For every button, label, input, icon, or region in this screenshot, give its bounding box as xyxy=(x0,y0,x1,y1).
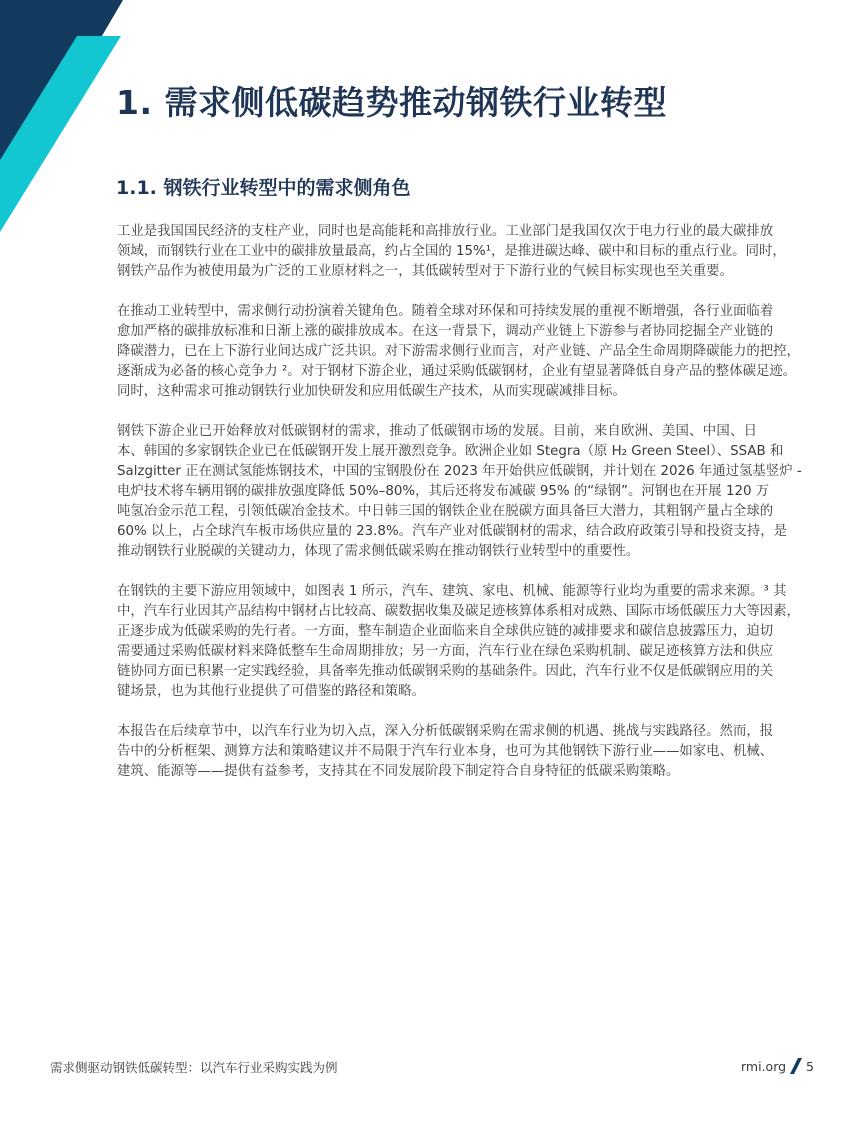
paragraph xyxy=(117,302,800,402)
slash-icon xyxy=(790,1058,802,1074)
footer-site-link[interactable]: rmi.org xyxy=(741,1058,787,1074)
text-line: 钢铁下游企业已开始释放对低碳钢材的需求，推动了低碳钢市场的发展。目前，来自欧洲、美国、中国、日 xyxy=(117,424,757,439)
section-heading: 1.1. 钢铁行业转型中的需求侧角色 xyxy=(116,177,411,199)
text-line: 本报告在后续章节中，以汽车行业为切入点，深入分析低碳钢采购在需求侧的机遇、挑战与实践路径。然而，报 xyxy=(117,724,774,739)
corner-decoration xyxy=(0,0,130,240)
text-line: 链协同方面已积累一定实践经验，具备率先推动低碳钢采购的基础条件。因此，汽车行业不仅是低碳钢应用的关 xyxy=(117,664,774,679)
text-line: 在推动工业转型中，需求侧行动扮演着关键角色。随着全球对环保和可持续发展的重视不断增强，各行业面临着 xyxy=(117,304,774,319)
text-line: 键场景，也为其他行业提供了可借鉴的路径和策略。 xyxy=(117,684,425,699)
text-line: 本、韩国的多家钢铁企业已在低碳钢开发上展开激烈竞争。欧洲企业如 Stegra（原 H₂ Green Steel）、SSAB 和 xyxy=(117,444,784,459)
text-line: 建筑、能源等——提供有益参考，支持其在不同发展阶段下制定符合自身特征的低碳采购策略。 xyxy=(117,764,680,779)
body-text xyxy=(117,222,802,802)
text-line: 正逐步成为低碳采购的先行者。一方面，整车制造企业面临来自全球供应链的减排要求和碳信息披露压力，迫切 xyxy=(117,624,774,639)
text-line: 降碳潜力，已在上下游行业间达成广泛共识。对下游需求侧行业而言，对产业链、产品全生命周期降碳能力的把控， xyxy=(117,344,800,359)
text-line: 钢铁产品作为被使用最为广泛的工业原材料之一，其低碳转型对于下游行业的气候目标实现也至关重要。 xyxy=(117,264,733,279)
text-line: 在钢铁的主要下游应用领域中，如图表 1 所示，汽车、建筑、家电、机械、能源等行业均为重要的需求来源。³ 其 xyxy=(117,584,787,599)
text-line: 60% 以上，占全球汽车板市场供应量的 23.8%。汽车产业对低碳钢材的需求，结合政府政策引导和投资支持，是 xyxy=(117,524,787,539)
text-line: 同时，这种需求可推动钢铁行业加快研发和应用低碳生产技术，从而实现碳减排目标。 xyxy=(117,384,626,399)
footer-title: 需求侧驱动钢铁低碳转型：以汽车行业采购实践为例 xyxy=(50,1060,338,1075)
text-line: Salzgitter 正在测试氢能炼钢技术，中国的宝钢股份在 2023 年开始供应低碳钢，并计划在 2026 年通过氢基竖炉 - xyxy=(117,464,802,479)
text-line: 领域，而钢铁行业在工业中的碳排放量最高，约占全国的 15%¹，是推进碳达峰、碳中和目标的重点行业。同时， xyxy=(117,244,786,259)
paragraph xyxy=(117,722,774,782)
text-line: 吨氢冶金示范工程，引领低碳冶金技术。中日韩三国的钢铁企业在脱碳方面具备巨大潜力，其粗钢产量占全球的 xyxy=(117,504,774,519)
text-line: 需要通过采购低碳材料来降低整车生命周期排放；另一方面，汽车行业在绿色采购机制、碳足迹核算方法和供应 xyxy=(117,644,774,659)
text-line: 推动钢铁行业脱碳的关键动力，体现了需求侧低碳采购在推动钢铁行业转型中的重要性。 xyxy=(117,544,640,559)
page-title: 1. 需求侧低碳趋势推动钢铁行业转型 xyxy=(116,83,667,122)
paragraph xyxy=(117,422,802,562)
page-number: 5 xyxy=(806,1058,814,1074)
text-line: 逐渐成为必备的核心竞争力 ²。对于钢材下游企业，通过采购低碳钢材，企业有望显著降低自身产品的整体碳足迹。 xyxy=(117,364,797,379)
paragraph xyxy=(117,222,786,282)
text-line: 告中的分析框架、测算方法和策略建议并不局限于汽车行业本身，也可为其他钢铁下游行业——如家电、机械、 xyxy=(117,744,774,759)
paragraph xyxy=(117,582,800,702)
text-line: 愈加严格的碳排放标准和日渐上涨的碳排放成本。在这一背景下，调动产业链上下游参与者协同挖掘全产业链的 xyxy=(117,324,774,339)
text-line: 电炉技术将车辆用钢的碳排放强度降低 50%–80%，其后还将发布减碳 95% 的“绿钢”。河钢也在开展 120 万 xyxy=(117,484,770,499)
text-line: 中，汽车行业因其产品结构中钢材占比较高、碳数据收集及碳足迹核算体系相对成熟、国际市场低碳压力大等因素， xyxy=(117,604,800,619)
footer-page-info xyxy=(741,1058,814,1074)
text-line: 工业是我国国民经济的支柱产业，同时也是高能耗和高排放行业。工业部门是我国仅次于电力行业的最大碳排放 xyxy=(117,224,774,239)
